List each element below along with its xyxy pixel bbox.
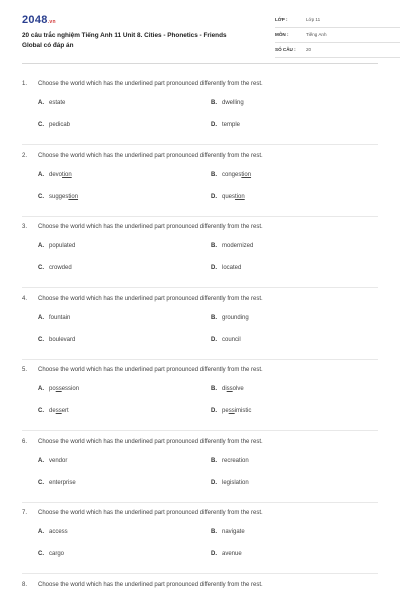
answer-option-c[interactable]	[38, 551, 64, 557]
question-number: 4.	[22, 295, 28, 302]
meta-count	[275, 44, 400, 58]
answer-option-a[interactable]	[38, 172, 72, 178]
option-letter: C.	[38, 336, 44, 343]
logo-text: 2048	[22, 14, 48, 26]
underlined-part: tion	[235, 193, 245, 200]
option-letter: D.	[211, 122, 217, 128]
answer-option-a[interactable]	[38, 529, 68, 535]
option-letter: C.	[38, 479, 44, 486]
question-number: 5.	[22, 367, 28, 373]
option-word: devotion	[49, 171, 72, 178]
meta-subject-value: Tiếng Anh	[306, 32, 327, 37]
option-letter: D.	[211, 265, 217, 271]
option-word: question	[222, 193, 245, 200]
option-letter: B.	[211, 171, 217, 178]
option-word: possession	[49, 386, 80, 392]
question-divider	[22, 216, 378, 217]
answer-option-b[interactable]	[211, 529, 245, 535]
meta-subject-key: MÔN :	[275, 32, 289, 37]
question-divider	[22, 573, 378, 574]
answer-option-a[interactable]	[38, 386, 79, 392]
option-word: recreation	[222, 457, 249, 464]
option-word: located	[222, 265, 242, 271]
document-header	[22, 0, 378, 64]
answer-option-a[interactable]	[38, 458, 67, 464]
question-number: 8.	[22, 581, 28, 588]
question-divider	[22, 430, 378, 431]
option-letter: C.	[38, 265, 44, 271]
question-stem: Choose the world which has the underlined part pronounced differently from the rest.	[38, 367, 263, 373]
answer-option-b[interactable]	[211, 315, 249, 321]
option-letter: C.	[38, 122, 44, 128]
underlined-part: ss	[228, 408, 235, 414]
option-letter: B.	[211, 386, 217, 392]
answer-option-c[interactable]	[38, 122, 70, 128]
question-stem: Choose the world which has the underlined part pronounced differently from the rest.	[38, 295, 263, 302]
option-word: navigate	[222, 529, 245, 535]
answer-option-b[interactable]	[211, 100, 244, 106]
answer-option-c[interactable]	[38, 408, 69, 414]
question-number: 1.	[22, 81, 28, 87]
logo-tld: .vn	[47, 19, 56, 25]
question-stem: Choose the world which has the underlined part pronounced differently from the rest.	[38, 438, 263, 445]
option-word: pessimistic	[222, 408, 252, 414]
option-letter: A.	[38, 243, 44, 249]
answer-option-a[interactable]	[38, 100, 65, 106]
answer-option-d[interactable]	[211, 408, 251, 414]
question-number: 2.	[22, 152, 28, 159]
site-logo[interactable]	[22, 14, 56, 26]
option-letter: B.	[211, 457, 217, 464]
option-letter: D.	[211, 479, 217, 486]
option-word: congestion	[222, 171, 252, 178]
option-letter: A.	[38, 314, 44, 321]
option-letter: A.	[38, 171, 44, 178]
option-word: legislation	[222, 479, 249, 486]
answer-option-d[interactable]	[211, 337, 241, 343]
question-stem: Choose the world which has the underlined part pronounced differently from the rest.	[38, 510, 263, 516]
meta-subject	[275, 29, 400, 43]
option-word: enterprise	[49, 479, 76, 486]
option-letter: D.	[211, 336, 217, 343]
answer-option-c[interactable]	[38, 265, 72, 271]
question-number: 3.	[22, 224, 28, 230]
answer-option-a[interactable]	[38, 315, 70, 321]
option-word: modernized	[222, 243, 254, 249]
answer-option-d[interactable]	[211, 194, 245, 200]
option-word: estate	[49, 100, 66, 106]
answer-option-d[interactable]	[211, 265, 241, 271]
question-number: 7.	[22, 510, 28, 516]
option-word: suggestion	[49, 193, 79, 200]
underlined-part: ss	[55, 386, 62, 392]
option-word: vendor	[49, 457, 68, 464]
option-word: dessert	[49, 408, 69, 414]
option-word: pedicab	[49, 122, 71, 128]
underlined-part: ss	[55, 408, 62, 414]
question-number: 6.	[22, 438, 28, 445]
option-word: dissolve	[222, 386, 244, 392]
option-letter: D.	[211, 551, 217, 557]
answer-option-b[interactable]	[211, 386, 244, 392]
option-word: access	[49, 529, 68, 535]
answer-option-d[interactable]	[211, 551, 242, 557]
question-divider	[22, 359, 378, 360]
underlined-part: tion	[68, 193, 79, 200]
question-stem: Choose the world which has the underlined part pronounced differently from the rest.	[38, 81, 263, 87]
option-letter: C.	[38, 551, 44, 557]
answer-option-a[interactable]	[38, 243, 75, 249]
meta-count-value: 20	[306, 47, 312, 52]
answer-option-b[interactable]	[211, 458, 249, 464]
option-letter: C.	[38, 193, 44, 200]
answer-option-b[interactable]	[211, 172, 251, 178]
option-letter: C.	[38, 408, 44, 414]
option-letter: A.	[38, 386, 44, 392]
option-letter: D.	[211, 408, 217, 414]
answer-option-d[interactable]	[211, 480, 249, 486]
meta-grade-value: Lớp 11	[306, 17, 321, 22]
option-letter: A.	[38, 529, 44, 535]
answer-option-b[interactable]	[211, 243, 253, 249]
meta-count-key: SỐ CÂU :	[275, 47, 296, 52]
option-word: dwelling	[222, 100, 244, 106]
answer-option-c[interactable]	[38, 337, 75, 343]
underlined-part: tion	[62, 171, 72, 178]
option-letter: B.	[211, 529, 217, 535]
document-title: 20 câu trắc nghiệm Tiếng Anh 11 Unit 8. Cities - Phonetics - Friends Global có đáp án	[22, 32, 227, 49]
underlined-part: ss	[226, 386, 233, 392]
option-letter: B.	[211, 314, 217, 321]
meta-grade-key: LỚP :	[275, 17, 288, 22]
option-word: crowded	[49, 265, 72, 271]
option-word: avenue	[222, 551, 242, 557]
option-letter: B.	[211, 100, 217, 106]
question-divider	[22, 144, 378, 145]
option-word: grounding	[222, 314, 249, 321]
answer-option-c[interactable]	[38, 194, 78, 200]
answer-option-c[interactable]	[38, 480, 76, 486]
answer-option-d[interactable]	[211, 122, 240, 128]
option-letter: A.	[38, 100, 44, 106]
question-stem: Choose the world which has the underlined part pronounced differently from the rest.	[38, 224, 263, 230]
option-word: cargo	[49, 551, 65, 557]
option-word: council	[222, 336, 241, 343]
option-letter: B.	[211, 243, 217, 249]
option-letter: D.	[211, 193, 217, 200]
meta-grade	[275, 14, 400, 28]
option-word: populated	[49, 243, 76, 249]
option-word: fountain	[49, 314, 71, 321]
option-word: boulevard	[49, 336, 76, 343]
question-divider	[22, 287, 378, 288]
question-stem: Choose the world which has the underlined part pronounced differently from the rest.	[38, 581, 263, 588]
question-divider	[22, 502, 378, 503]
question-stem: Choose the world which has the underlined part pronounced differently from the rest.	[38, 152, 263, 159]
underlined-part: tion	[241, 171, 252, 178]
option-word: temple	[222, 122, 241, 128]
option-letter: A.	[38, 457, 44, 464]
